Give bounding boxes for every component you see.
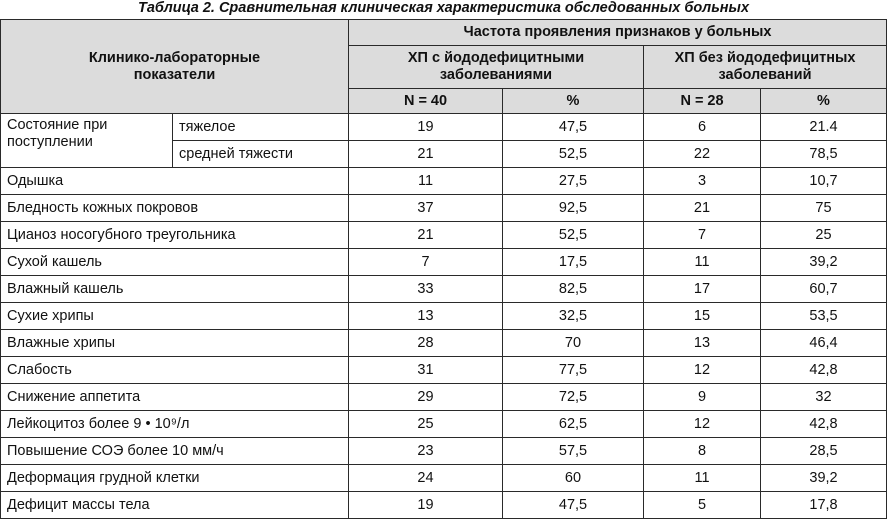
n1-value: 33 bbox=[349, 276, 503, 303]
n1-value: 21 bbox=[349, 222, 503, 249]
pct1-value: 52,5 bbox=[503, 141, 644, 168]
indicator-label: Сухой кашель bbox=[1, 249, 349, 276]
pct1-value: 57,5 bbox=[503, 438, 644, 465]
table-row bbox=[1, 384, 887, 411]
indicator-label: Снижение аппетита bbox=[1, 384, 349, 411]
indicator-label: Дефицит массы тела bbox=[1, 492, 349, 519]
pct1-header: % bbox=[503, 89, 644, 114]
group1-header: ХП с йододефицитными заболеваниями bbox=[349, 46, 644, 89]
table-row bbox=[1, 222, 887, 249]
n2-value: 8 bbox=[644, 438, 761, 465]
pct1-value: 70 bbox=[503, 330, 644, 357]
n1-value: 19 bbox=[349, 492, 503, 519]
n1-value: 24 bbox=[349, 465, 503, 492]
indicator-label: Лейкоцитоз более 9 • 10⁹/л bbox=[1, 411, 349, 438]
table-row bbox=[1, 168, 887, 195]
n2-value: 17 bbox=[644, 276, 761, 303]
pct1-value: 62,5 bbox=[503, 411, 644, 438]
pct1-value: 47,5 bbox=[503, 114, 644, 141]
pct2-value: 78,5 bbox=[761, 141, 887, 168]
indicator-label: Цианоз носогубного треугольника bbox=[1, 222, 349, 249]
pct2-value: 46,4 bbox=[761, 330, 887, 357]
pct2-value: 21.4 bbox=[761, 114, 887, 141]
n2-value: 21 bbox=[644, 195, 761, 222]
pct2-value: 42,8 bbox=[761, 357, 887, 384]
pct2-value: 60,7 bbox=[761, 276, 887, 303]
n1-value: 37 bbox=[349, 195, 503, 222]
pct2-value: 17,8 bbox=[761, 492, 887, 519]
n2-value: 11 bbox=[644, 465, 761, 492]
pct1-value: 17,5 bbox=[503, 249, 644, 276]
n2-value: 5 bbox=[644, 492, 761, 519]
n1-value: 19 bbox=[349, 114, 503, 141]
table-row bbox=[1, 114, 887, 141]
pct1-value: 32,5 bbox=[503, 303, 644, 330]
pct2-value: 10,7 bbox=[761, 168, 887, 195]
n2-value: 3 bbox=[644, 168, 761, 195]
pct1-value: 72,5 bbox=[503, 384, 644, 411]
condition-sub-label: тяжелое bbox=[173, 114, 349, 141]
n2-value: 13 bbox=[644, 330, 761, 357]
indicator-label: Повышение СОЭ более 10 мм/ч bbox=[1, 438, 349, 465]
n2-value: 15 bbox=[644, 303, 761, 330]
table-row bbox=[1, 357, 887, 384]
n1-value: 29 bbox=[349, 384, 503, 411]
frequency-header: Частота проявления признаков у больных bbox=[349, 20, 887, 46]
indicator-label: Одышка bbox=[1, 168, 349, 195]
table-row bbox=[1, 492, 887, 519]
table-caption: Таблица 2. Сравнительная клиническая характеристика обследованных больных bbox=[137, 0, 750, 16]
n2-value: 9 bbox=[644, 384, 761, 411]
table-row bbox=[1, 195, 887, 222]
pct2-header: % bbox=[761, 89, 887, 114]
n2-value: 12 bbox=[644, 411, 761, 438]
condition-label: Состояние при поступлении bbox=[1, 114, 173, 168]
indicator-label: Деформация грудной клетки bbox=[1, 465, 349, 492]
pct2-value: 53,5 bbox=[761, 303, 887, 330]
table-row bbox=[1, 465, 887, 492]
group2-header: ХП без йододефицитных заболеваний bbox=[644, 46, 887, 89]
pct2-value: 32 bbox=[761, 384, 887, 411]
pct2-value: 42,8 bbox=[761, 411, 887, 438]
pct1-value: 60 bbox=[503, 465, 644, 492]
pct2-value: 28,5 bbox=[761, 438, 887, 465]
indicator-label: Сухие хрипы bbox=[1, 303, 349, 330]
n1-value: 21 bbox=[349, 141, 503, 168]
indicators-header: Клинико-лабораторные показатели bbox=[1, 20, 349, 114]
indicator-label: Слабость bbox=[1, 357, 349, 384]
condition-sub-label: средней тяжести bbox=[173, 141, 349, 168]
pct2-value: 39,2 bbox=[761, 249, 887, 276]
n1-value: 25 bbox=[349, 411, 503, 438]
pct2-value: 39,2 bbox=[761, 465, 887, 492]
n1-header: N = 40 bbox=[349, 89, 503, 114]
pct1-value: 27,5 bbox=[503, 168, 644, 195]
n2-value: 7 bbox=[644, 222, 761, 249]
pct2-value: 75 bbox=[761, 195, 887, 222]
indicator-label: Бледность кожных покровов bbox=[1, 195, 349, 222]
table-row bbox=[1, 330, 887, 357]
pct1-value: 92,5 bbox=[503, 195, 644, 222]
n2-value: 6 bbox=[644, 114, 761, 141]
table-row bbox=[1, 303, 887, 330]
n1-value: 11 bbox=[349, 168, 503, 195]
table-row bbox=[1, 249, 887, 276]
n1-value: 31 bbox=[349, 357, 503, 384]
pct1-value: 82,5 bbox=[503, 276, 644, 303]
table-row bbox=[1, 411, 887, 438]
indicator-label: Влажные хрипы bbox=[1, 330, 349, 357]
pct2-value: 25 bbox=[761, 222, 887, 249]
n1-value: 28 bbox=[349, 330, 503, 357]
comparison-table bbox=[0, 19, 887, 519]
n2-value: 11 bbox=[644, 249, 761, 276]
n2-value: 12 bbox=[644, 357, 761, 384]
n1-value: 13 bbox=[349, 303, 503, 330]
n2-value: 22 bbox=[644, 141, 761, 168]
n2-header: N = 28 bbox=[644, 89, 761, 114]
pct1-value: 47,5 bbox=[503, 492, 644, 519]
indicator-label: Влажный кашель bbox=[1, 276, 349, 303]
pct1-value: 77,5 bbox=[503, 357, 644, 384]
n1-value: 7 bbox=[349, 249, 503, 276]
table-row bbox=[1, 438, 887, 465]
table-row bbox=[1, 276, 887, 303]
pct1-value: 52,5 bbox=[503, 222, 644, 249]
n1-value: 23 bbox=[349, 438, 503, 465]
